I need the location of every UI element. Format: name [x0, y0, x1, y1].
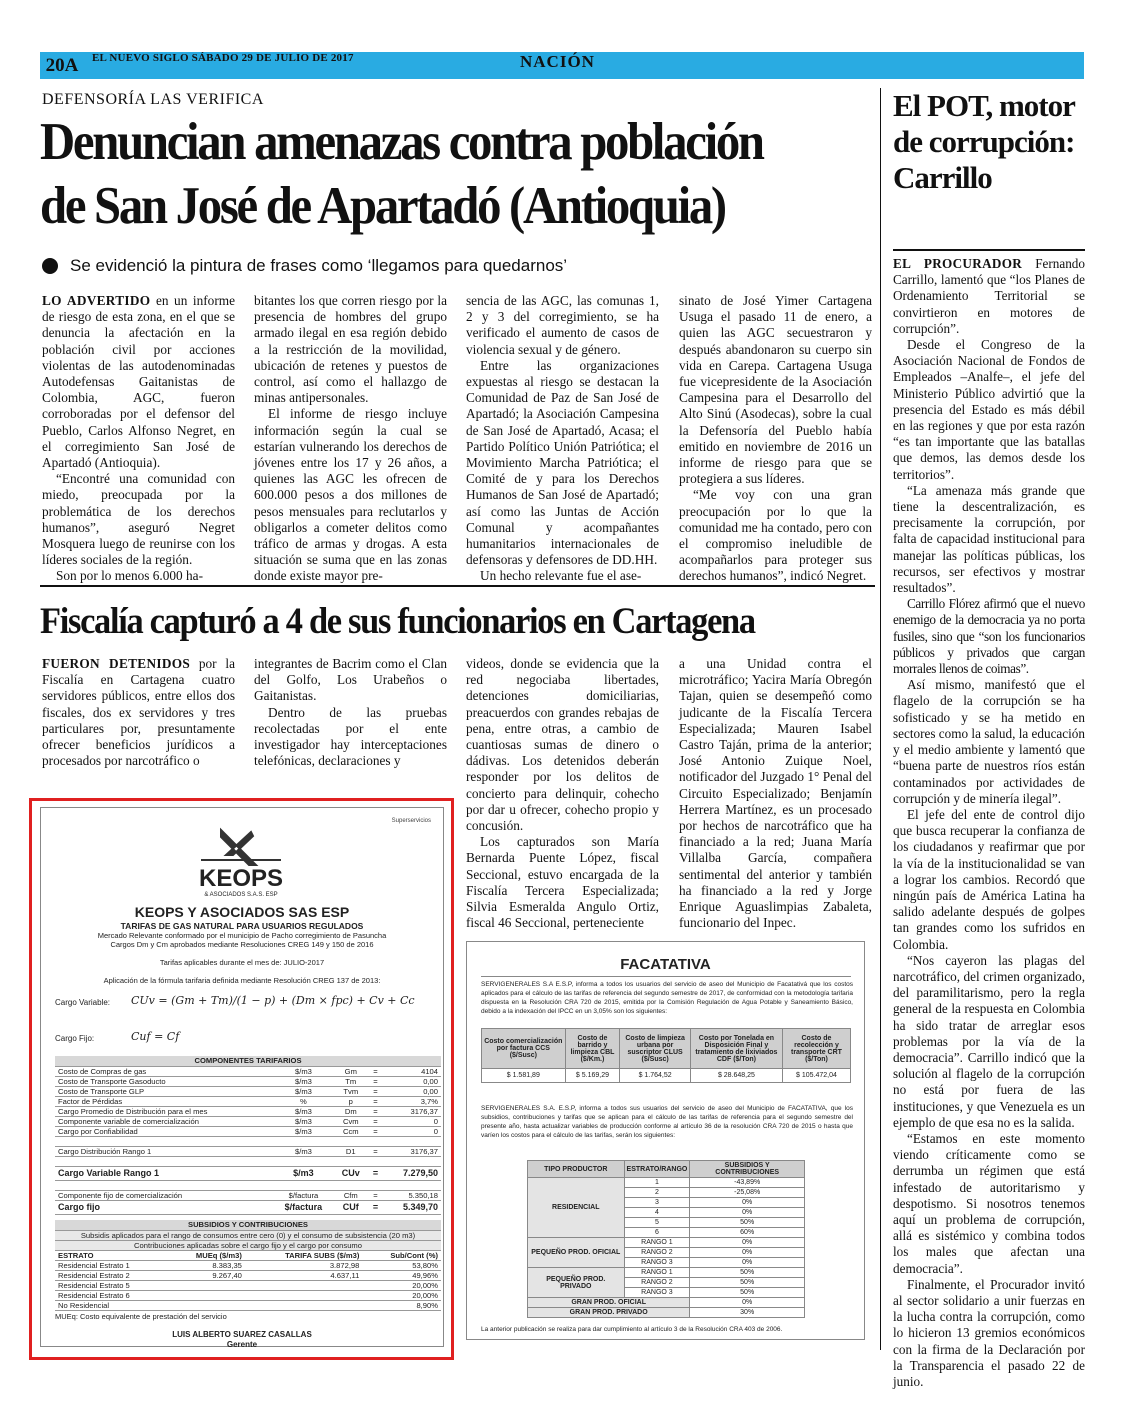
table-cell: 50% [690, 1268, 805, 1278]
article-column-1 [42, 293, 235, 585]
article2-column-4 [679, 656, 872, 931]
group-label: PEQUEÑO PROD. PRIVADO [528, 1268, 625, 1298]
article-subtitle [42, 256, 567, 276]
paragraph: Un hecho relevante fue el ase- [480, 568, 642, 584]
paragraph: integrantes de Bacrim como el Clan del Golfo, Los Urabeños o Gaitanistas. [254, 656, 447, 704]
group-label: RESIDENCIAL [528, 1178, 625, 1238]
table-cell: 49,96% [362, 1270, 441, 1280]
paragraph: FUERON DETENIDOS por la Fiscalía en Cartagena cuatro servidores públicos, entre ellos dos fiscales, dos ex servidores y tres particulares por, presuntamente ofrecer beneficios jurídicos a procesados por narcotráfico o [42, 656, 235, 769]
ad-title: FACATATIVA [620, 956, 711, 973]
table-cell: 7.279,50 [383, 1166, 441, 1180]
table-cell: 0 [383, 1116, 441, 1126]
table-cell: 50% [690, 1278, 805, 1288]
group-label: GRAN PROD. PRIVADO [528, 1308, 690, 1318]
table-cell: 5.349,70 [383, 1200, 441, 1214]
keops-advertisement-highlight [29, 798, 454, 1360]
table-row [55, 1166, 441, 1180]
column-header: ESTRATO/RANGO [624, 1161, 690, 1178]
article2-column-1 [42, 656, 235, 769]
ad-line: Cargos Dm y Cm aprobados mediante Resoluciones CREG 149 y 150 de 2016 [110, 940, 374, 949]
table-header: SUBSIDIOS Y CONTRIBUCIONES [55, 1220, 441, 1230]
table-cell [245, 1280, 362, 1290]
table-cell: 0% [690, 1258, 805, 1268]
column-header: Sub/Cont (%) [362, 1250, 441, 1260]
table-cell: = [368, 1166, 384, 1180]
table-cell: $ 5.169,29 [565, 1069, 620, 1083]
sidebar-column [893, 256, 1085, 1390]
table-cell: $/m3 [273, 1066, 334, 1076]
superservicios-logo: Superservicios [391, 818, 431, 824]
table-cell: Cvm [334, 1116, 368, 1126]
table-cell: 4 [624, 1208, 690, 1218]
table-cell: = [368, 1146, 384, 1156]
spacer-row [55, 1136, 441, 1146]
table-cell: RANGO 3 [624, 1288, 690, 1298]
table-cell: Cargo Variable Rango 1 [55, 1166, 273, 1180]
table-cell: $/m3 [273, 1106, 334, 1116]
column-header: Costo comercialización por factura CCS ($/Susc) [482, 1029, 566, 1069]
cargo-fijo-label: Cargo Fijo: [55, 1034, 95, 1043]
table-cell: 50% [690, 1218, 805, 1228]
table-cell: Residencial Estrato 6 [55, 1290, 169, 1300]
table-cell: 0% [690, 1248, 805, 1258]
table-cell: Cargo Distribución Rango 1 [55, 1146, 273, 1156]
paragraph: “La amenaza más grande que tiene la descentralización, es precisamente la corrupción, por falta de capacidad institucional para manejar las políticas públicas, los recursos, ser efectivos y mostrar resultados”. [893, 482, 1085, 596]
paragraph: sencia de las AGC, las comunas 1, 2 y 3 del corregimiento, se ha verificado el aumento de casos de violencia sexual y de género. [466, 293, 659, 357]
table-cell: RANGO 1 [624, 1268, 690, 1278]
table-row [528, 1268, 805, 1278]
table-cell: $/m3 [273, 1086, 334, 1096]
table-cell: 3 [624, 1198, 690, 1208]
table-cell: = [368, 1096, 384, 1106]
table-cell: $/m3 [273, 1116, 334, 1126]
table-row [528, 1178, 805, 1188]
table-cell: = [368, 1086, 384, 1096]
article-headline: Denuncian amenazas contra población de San José de Apartadó (Antioquia) [40, 113, 763, 235]
table-cell: 0 [383, 1126, 441, 1136]
signer-role: Gerente [226, 1340, 258, 1349]
table-cell: RANGO 3 [624, 1258, 690, 1268]
table-cell [245, 1290, 362, 1300]
table-cell: 0% [690, 1198, 805, 1208]
table-row [528, 1298, 805, 1308]
paragraph: “Encontré una comunidad con miedo, preocupada por la problemática de los derechos humanos”, aseguró Negret Mosquera luego de reunirse con los líderes sociales de la región. [42, 471, 235, 568]
table-cell: $/m3 [273, 1126, 334, 1136]
table-row [55, 1126, 441, 1136]
table-row [55, 1106, 441, 1116]
table-cell: CUv [334, 1166, 368, 1180]
table-row [55, 1190, 441, 1200]
cargo-variable-label: Cargo Variable: [55, 998, 110, 1007]
table-cell [169, 1290, 245, 1300]
tariff-components-table [55, 1056, 441, 1215]
subsidies-table: SUBSIDIOS Y CONTRIBUCIONES Subsidis aplicados para el rango de consumos entre cero (0) y el consumo de subsistencia (20 m3) Contribuciones aplicadas sobre el cargo fijo y el cargo por consumo ESTRATO MUEq ($/m3) TARIFA SUBS ($/m3) Sub/Cont (%) Residencial Estrato 1 8.383,35 3.872,98 53,80% Residencial Estrato 2 9.267,40 4.637,11 49,96% Residencial Estrato 5 20,00% Residencial Estrato 6 20,00% No Residencial 8,90% [55, 1220, 441, 1311]
table-cell: RANGO 2 [624, 1248, 690, 1258]
facatativa-advertisement [466, 941, 865, 1340]
table-row [55, 1066, 441, 1076]
table-cell: 3.872,98 [245, 1260, 362, 1270]
article-column-4 [679, 293, 872, 585]
table-cell: 0,00 [383, 1076, 441, 1086]
table-cell [169, 1280, 245, 1290]
column-header: MUEq ($/m3) [169, 1250, 245, 1260]
table-cell: Tm [334, 1076, 368, 1086]
table-cell: 5 [624, 1218, 690, 1228]
table-cell: 2 [624, 1188, 690, 1198]
article-column-3 [466, 293, 659, 585]
table-cell: 3176,37 [383, 1146, 441, 1156]
table-cell: CUf [334, 1200, 368, 1214]
paragraph: “Nos cayeron las plagas del narcotráfico, del crimen organizado, del paramilitarismo, pero la regla general de la respuesta en Colombia ha sido tratar de arreglar esos problemas por la vía de la democracia”. Carrillo indicó que la solución al flagelo de la corrupción no está por fuera de las instituciones, y que Venezuela es un ejemplo de que esa no es la salida. [893, 952, 1085, 1130]
table-cell: 50% [690, 1288, 805, 1298]
table-cell: $/factura [273, 1190, 334, 1200]
paragraph: a una Unidad contra el microtráfico; Yacira María Obregón Tajan, quien se desempeñó como judicante de la Fiscalía Tercera Especializada; Mauren Isabel Castro Taján, prima de la anterior; José Antonio Zuique Noel, notificador del Juzgado 1° Penal del Circuito Especializado; Benjamín Herrera Martínez, es un procesado por hechos de narcotráfico que ha financiado a la red; Juana María Villalba García, compañera sentimental del anterior y también ha financiado a la red y Jorge Enrique Aguaslimpias Zabaleta, funcionario del Inpec. [679, 656, 872, 931]
ad-paragraph: SERVIGENERALES S.A E.S.P, informa a todos los usuarios del servicio de aseo del Municipio de Facatativá que los costos aplicados para el cálculo de las tarifas de referencia del segundo semestre de 2017, de conformidad con la metodología tarifaria dispuesta en la Resolución CRA 720 de 2015, emitida por la Comisión Regulación de Agua Potable y Saneamiento Básico, debido a la indexación del IPCC en un 3,05% son los siguientes: [481, 981, 853, 1015]
ad-line: TARIFAS DE GAS NATURAL PARA USUARIOS REGULADOS [120, 921, 364, 931]
title-rule [481, 976, 851, 977]
table-cell: Tvm [334, 1086, 368, 1096]
table-cell: Gm [334, 1066, 368, 1076]
section-name: NACIÓN [520, 52, 595, 71]
column-header: TIPO PRODUCTOR [528, 1161, 625, 1178]
table-cell: $ 105.472,04 [782, 1069, 850, 1083]
sidebar-divider [880, 88, 881, 1350]
section-divider [40, 585, 875, 587]
paragraph: Los capturados son María Bernarda Puente López, fiscal Seccional, estuvo encargada de la Fiscalía Tercera Especializada; Silvia Esmeralda Angulo Ortiz, fiscal 46 Seccional, perteneciente [466, 834, 659, 931]
paragraph: “Me voy con una gran preocupación por lo que la comunidad me ha contado, pero con el compromiso ineludible de acompañarlos para proteger sus derechos humanos”, indicó Negret. [679, 487, 872, 584]
table-cell: 20,00% [362, 1280, 441, 1290]
table-cell: % [273, 1096, 334, 1106]
table-row [55, 1096, 441, 1106]
column-header: Costo de limpieza urbana por suscriptor CLUS ($/Susc) [620, 1029, 691, 1069]
table-cell: Cargo por Confiabilidad [55, 1126, 273, 1136]
table-row [528, 1308, 805, 1318]
table-cell: 8,90% [362, 1300, 441, 1310]
table-cell: Costo de Compras de gas [55, 1066, 273, 1076]
table-cell: 0% [690, 1298, 805, 1308]
table-row [55, 1260, 441, 1270]
table-row [55, 1076, 441, 1086]
table-cell: Residencial Estrato 5 [55, 1280, 169, 1290]
article2-column-3 [466, 656, 659, 931]
table-row [55, 1146, 441, 1156]
table-cell: p [334, 1096, 368, 1106]
paragraph: El informe de riesgo incluye información según la cual se estarían vulnerando los derechos de jóvenes entre los 17 y 26 años, a quienes las AGC les ofrecen de 600.000 pesos a dos millones de pesos mensuales para reclutarlos y obligarlos a cometer delitos como tráfico de armas y drogas. A esta situación se suma que en las zonas donde existe mayor pre- [254, 406, 447, 584]
table-cell: D1 [334, 1146, 368, 1156]
article2-headline: Fiscalía capturó a 4 de sus funcionarios en Cartagena [40, 601, 755, 642]
publication-info: EL NUEVO SIGLO SÁBADO 29 DE JULIO DE 2017 [92, 52, 354, 64]
paragraph: Son por lo menos 6.000 ha- [56, 568, 203, 584]
table-header-row [55, 1250, 441, 1260]
table-cell: Residencial Estrato 1 [55, 1260, 169, 1270]
table-cell: -25,08% [690, 1188, 805, 1198]
subtitle-text: Se evidenció la pintura de frases como ‘llegamos para quedarnos’ [70, 256, 568, 275]
article-column-2 [254, 293, 447, 585]
column-header: SUBSIDIOS Y CONTRIBUCIONES [690, 1161, 805, 1178]
table-cell: No Residencial [55, 1300, 169, 1310]
table-row [55, 1086, 441, 1096]
table-row [55, 1280, 441, 1290]
spacer-row [55, 1156, 441, 1166]
column-header: TARIFA SUBS ($/m3) [245, 1250, 362, 1260]
table-cell: 5.350,18 [383, 1190, 441, 1200]
table-cell: Dm [334, 1106, 368, 1116]
table-cell: = [368, 1076, 384, 1086]
table-row [55, 1270, 441, 1280]
signer-name: LUIS ALBERTO SUAREZ CASALLAS [172, 1330, 312, 1339]
table-cell: = [368, 1066, 384, 1076]
table-cell: Ccm [334, 1126, 368, 1136]
paragraph: Entre las organizaciones expuestas al riesgo se destacan la Comunidad de Paz de San José de Apartadó; la Asociación Campesina de San José de Apartadó, Acasa; el Partido Político Unión Patriótica; el Movimiento Marcha Patriótica; el Comité de y para los Derechos Humanos de San José de Apartadó; así como las Juntas de Acción Comunal y acompañantes humanitarios internacionales de defensoras y defensores de DD.HH. [466, 357, 659, 568]
table-row [55, 1300, 441, 1310]
paragraph: EL PROCURADOR Fernando Carrillo, lamentó que “los Planes de Ordenamiento Territorial se convirtieron en motores de corrupción”. [893, 256, 1085, 336]
column-header: ESTRATO [55, 1250, 169, 1260]
paragraph: sinato de José Yimer Cartagena Usuga el pasado 11 de enero, a quien las AGC secuestraron y después abandonaron su cuerpo sin vida en Carepa. Cartagena Usuga fue vicepresidente de la Asociación Campesina para el Desarrollo del Alto Sinú (Asodecas), sobre la cual la Defensoría del Pueblo había emitido en noviembre de 2016 un informe de riesgo para que se protegiera a sus líderes. [679, 293, 872, 487]
formula-intro: Aplicación de la fórmula tarifaria definida mediante Resolución CREG 137 de 2013: [103, 976, 381, 985]
sidebar-title-rule [893, 249, 1085, 251]
table-cell: Cargo Promedio de Distribución para el mes [55, 1106, 273, 1116]
svg-text:KEOPS: KEOPS [198, 865, 284, 892]
table-cell: -43,89% [690, 1178, 805, 1188]
paragraph: El jefe del ente de control dijo que busca recuperar la confianza de los ciudadanos y reafirmar que por la vía de la institucionalidad se van a lograr los cambios. Recordó que ningún país de América Latina ha salido adelante después de golpes tan grandes como los sufridos en Colombia. [893, 806, 1085, 952]
table-cell: 20,00% [362, 1290, 441, 1300]
table-cell: $ 1.764,52 [620, 1069, 691, 1083]
company-name: KEOPS Y ASOCIADOS SAS ESP [134, 904, 350, 920]
table-cell: RANGO 2 [624, 1278, 690, 1288]
keops-logo [181, 820, 301, 900]
sidebar-headline: El POT, motor de corrupción: Carrillo [893, 88, 1075, 195]
table-cell: 1 [624, 1178, 690, 1188]
paragraph: Desde el Congreso de la Asociación Nacional de Fondos de Empleados –Analfe–, el jefe del Ministerio Público advirtió que la presencia del Estado es más débil en las regiones y que por esta razón “es tan importante que las batallas que demos, las demos desde los territorios”. [893, 337, 1085, 482]
tariff-period: Tarifas aplicables durante el mes de: JULIO-2017 [159, 958, 325, 967]
article2-column-2 [254, 656, 447, 769]
table-cell: = [368, 1200, 384, 1214]
table-cell: $/m3 [273, 1146, 334, 1156]
table-cell: Cfm [334, 1190, 368, 1200]
paragraph: Finalmente, el Procurador invitó al sector solidario a unir fuerzas en la lucha contra la corrupción, como lo hicieron 13 gremios económicos con la firma de la Declaración por la Transparencia el pasado 22 de junio. [893, 1276, 1085, 1390]
table-row [55, 1200, 441, 1214]
table-cell: 0,00 [383, 1086, 441, 1096]
table-cell: 4104 [383, 1066, 441, 1076]
table-cell: 60% [690, 1228, 805, 1238]
table-cell: Residencial Estrato 2 [55, 1270, 169, 1280]
column-header: Costo de recolección y transporte CRT ($/Ton) [782, 1029, 850, 1069]
table-cell: $/factura [273, 1200, 334, 1214]
table-header-row [528, 1161, 805, 1178]
table-row [55, 1116, 441, 1126]
costs-table [481, 1028, 851, 1083]
paragraph: Así mismo, manifestó que el flagelo de la corrupción se ha sofisticado y se ha metido en sectores como la salud, la educación y el medio ambiente y lamentó que “buena parte de nuestros ríos están contaminados por actividades de corrupción y de minería ilegal”. [893, 677, 1085, 806]
table-cell: $ 1.581,89 [482, 1069, 566, 1083]
paragraph: bitantes los que corren riesgo por la presencia de hombres del grupo armado ilegal en esa región debido a la restricción de la movilidad, ubicación de retenes y puestos de control, así como el hallazgo de minas antipersonales. [254, 293, 447, 406]
cargo-variable-formula: CUv = (Gm + Tm)/(1 − p) + (Dm × fpc) + Cv + Cc [131, 994, 415, 1007]
table-cell: Componente fijo de comercialización [55, 1190, 273, 1200]
paragraph: Dentro de las pruebas recolectadas por el ente investigador hay interceptaciones telefónicas, declaraciones y [254, 704, 447, 769]
table-cell: Costo de Transporte Gasoducto [55, 1076, 273, 1086]
table-header: COMPONENTES TARIFARIOS [55, 1056, 441, 1066]
paragraph: LO ADVERTIDO en un informe de riesgo de esta zona, en el que se denuncia la afectación en la población civil por acciones violentas de las autodenominadas Autodefensas Gaitanistas de Colombia, AGC, fueron corroboradas por el defensor del Pueblo, Carlos Alfonso Negret, en el corregimiento San José de Apartadó (Antioquia). [42, 293, 235, 471]
mueq-note: MUEq: Costo equivalente de prestación del servicio [55, 1312, 227, 1321]
page-number: 20A [40, 52, 84, 79]
keops-advertisement [40, 807, 444, 1347]
table-cell: $/m3 [273, 1166, 334, 1180]
table-cell: 9.267,40 [169, 1270, 245, 1280]
table-cell: = [368, 1190, 384, 1200]
table-cell: 30% [690, 1308, 805, 1318]
column-header: Costo por Tonelada en Disposición Final y tratamiento de lixiviados CDF ($/Ton) [690, 1029, 782, 1069]
table-cell: $/m3 [273, 1076, 334, 1086]
paragraph: videos, donde se evidencia que la red negociaba libertades, detenciones domiciliarias, preacuerdos con grandes rebajas de pena, entre otras, a cambio de cuantiosas sumas de dinero o dádivas. Los detenidos deberán responder por los delitos de concierto para delinquir, cohecho por dar u ofrecer, cohecho propio y concusión. [466, 656, 659, 834]
subsidies-table [527, 1160, 805, 1318]
table-cell: = [368, 1116, 384, 1126]
table-cell: Cargo fijo [55, 1200, 273, 1214]
table-row [55, 1290, 441, 1300]
table-cell [245, 1300, 362, 1310]
table-cell: 53,80% [362, 1260, 441, 1270]
spacer-row [55, 1180, 441, 1190]
svg-text:& ASOCIADOS S.A.S. ESP: & ASOCIADOS S.A.S. ESP [204, 892, 278, 898]
table-cell: 0% [690, 1208, 805, 1218]
table-cell: 3176,37 [383, 1106, 441, 1116]
table-cell: 8.383,35 [169, 1260, 245, 1270]
table-cell: Costo de Transporte GLP [55, 1086, 273, 1096]
ad-paragraph: SERVIGENERALES S.A. E.S.P, informa a todos sus usuarios del servicio de aseo del Municipio de FACATATIVA, que los subsidios, contribuciones y tarifas que se aplican para el cálculo de las tarifas de referencia para el segundo semestre del presente año, hasta actualizar variables de producción conforme al artículo 36 de la resolución CRA 720 de 2015 o hasta que varíen los costos para el cálculo de las tarifas, serán los siguientes: [481, 1105, 853, 1139]
group-label: PEQUEÑO PROD. OFICIAL [528, 1238, 625, 1268]
column-header: Costo de barrido y limpieza CBL ($/Km.) [565, 1029, 620, 1069]
table-cell: 6 [624, 1228, 690, 1238]
table-cell: RANGO 1 [624, 1238, 690, 1248]
table-cell: 0% [690, 1238, 805, 1248]
table-cell: 3,7% [383, 1096, 441, 1106]
bullet-icon [42, 258, 58, 274]
article-kicker: DEFENSORÍA LAS VERIFICA [42, 91, 264, 108]
table-cell [169, 1300, 245, 1310]
table-cell: = [368, 1106, 384, 1116]
ad-line: Mercado Relevante conformado por el municipio de Pacho corregimiento de Pasuncha [97, 931, 387, 940]
table-row [528, 1238, 805, 1248]
cargo-fijo-formula: Cuf = Cf [131, 1030, 180, 1043]
table-cell: 4.637,11 [245, 1270, 362, 1280]
table-cell: $ 28.648,25 [690, 1069, 782, 1083]
paragraph: Carrillo Flórez afirmó que el nuevo enemigo de la democracia ya no porta fusiles, sino que “son los funcionarios públicos y privados que cargan morrales llenos de coimas”. [893, 596, 1085, 677]
paragraph: “Estamos en este momento viendo críticamente como se derrumba un régimen que está infestado de autoritarismo y despotismo. Si nosotros tenemos aquí un problema de corrupción, allá es sistémico y combina todos los males que afectan una democracia”. [893, 1130, 1085, 1276]
group-label: GRAN PROD. OFICIAL [528, 1298, 690, 1308]
page-header [40, 52, 1084, 79]
table-cell: Componente variable de comercialización [55, 1116, 273, 1126]
table-cell: = [368, 1126, 384, 1136]
ad-footer: La anterior publicación se realiza para dar cumplimiento al artículo 3 de la Resolución CRA 403 de 2006. [481, 1326, 783, 1333]
table-cell: Factor de Pérdidas [55, 1096, 273, 1106]
